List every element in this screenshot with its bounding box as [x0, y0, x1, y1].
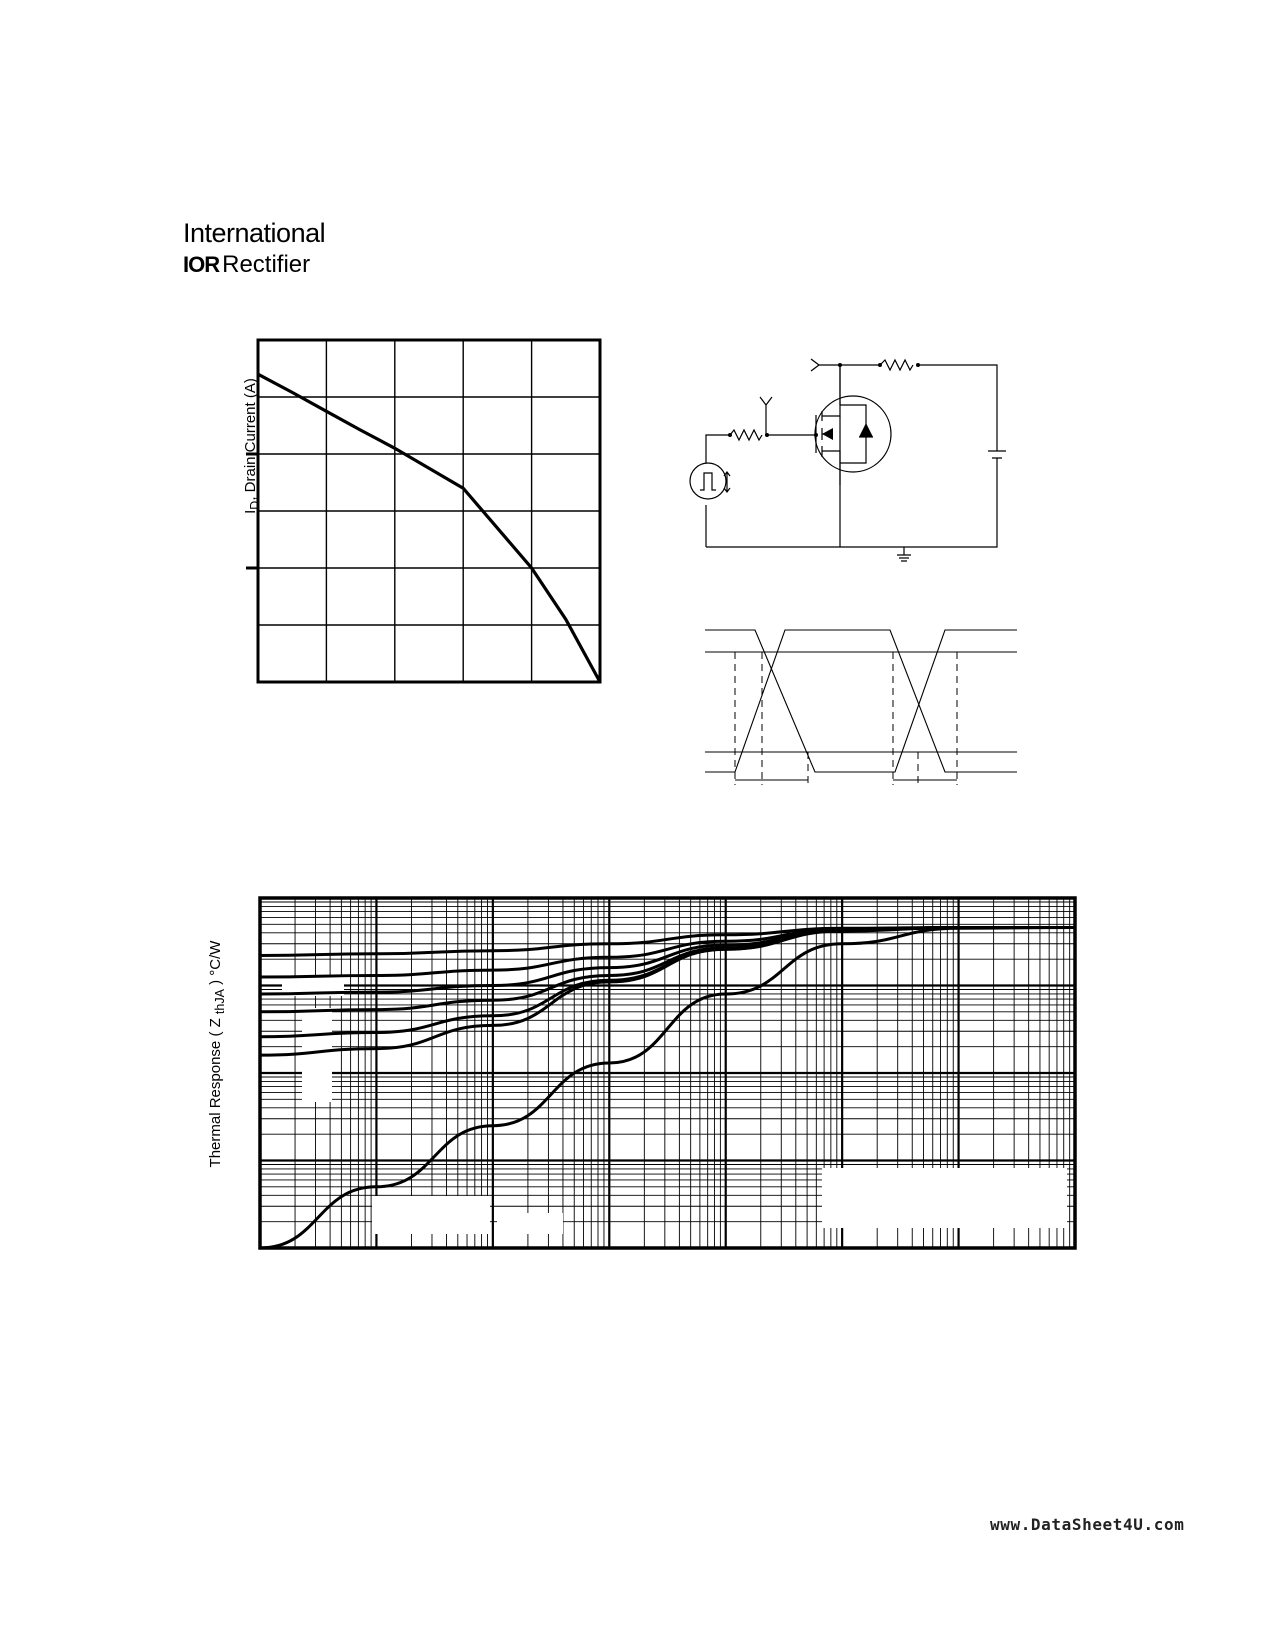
pulse-generator-icon	[690, 463, 726, 499]
thermal-response-chart	[260, 898, 1080, 1250]
legend-label-box	[302, 1008, 332, 1102]
brand-logo	[183, 251, 310, 279]
gate-resistor	[730, 430, 762, 440]
source-arrow-icon	[822, 428, 833, 440]
drain-current-chart	[258, 340, 600, 682]
ylabel-main: I	[242, 509, 259, 514]
vds-trace	[705, 630, 1017, 772]
series-line	[260, 928, 1075, 956]
supply-wire	[918, 365, 997, 451]
thermal-response-ylabel	[207, 879, 227, 1229]
ground-return-wire	[706, 458, 997, 547]
switching-waveform-diagram	[705, 630, 1020, 810]
notes-box	[822, 1168, 1067, 1228]
ylabel-rest: , Drain Current (A)	[242, 378, 259, 501]
switching-test-circuit	[690, 345, 1010, 570]
ylabel-main: Thermal Response ( Z	[207, 1018, 224, 1168]
series-line	[258, 374, 600, 682]
body-diode-icon	[859, 423, 873, 437]
series-line	[260, 928, 1075, 978]
ylabel-sub: D	[248, 500, 262, 510]
brand-name-line1: International	[183, 218, 326, 248]
annotation-box	[497, 1213, 563, 1234]
pulse-icon	[700, 473, 716, 490]
battery-icon	[988, 451, 1006, 458]
vgs-trace	[705, 630, 1017, 772]
ylabel-rest: ) °C/W	[207, 940, 224, 990]
annotation-box	[372, 1196, 490, 1234]
ground-icon	[897, 547, 911, 561]
brand-name-line2: Rectifier	[222, 251, 311, 278]
ylabel-sub: thJA	[213, 989, 227, 1015]
pulse-width-marker	[724, 472, 730, 492]
drain-terminal	[811, 359, 840, 371]
ior-logo-mark: IOR	[183, 252, 220, 277]
load-resistor	[880, 360, 913, 370]
gate-terminal	[760, 397, 772, 435]
footer-watermark: www.DataSheet4U.com	[990, 1515, 1185, 1534]
